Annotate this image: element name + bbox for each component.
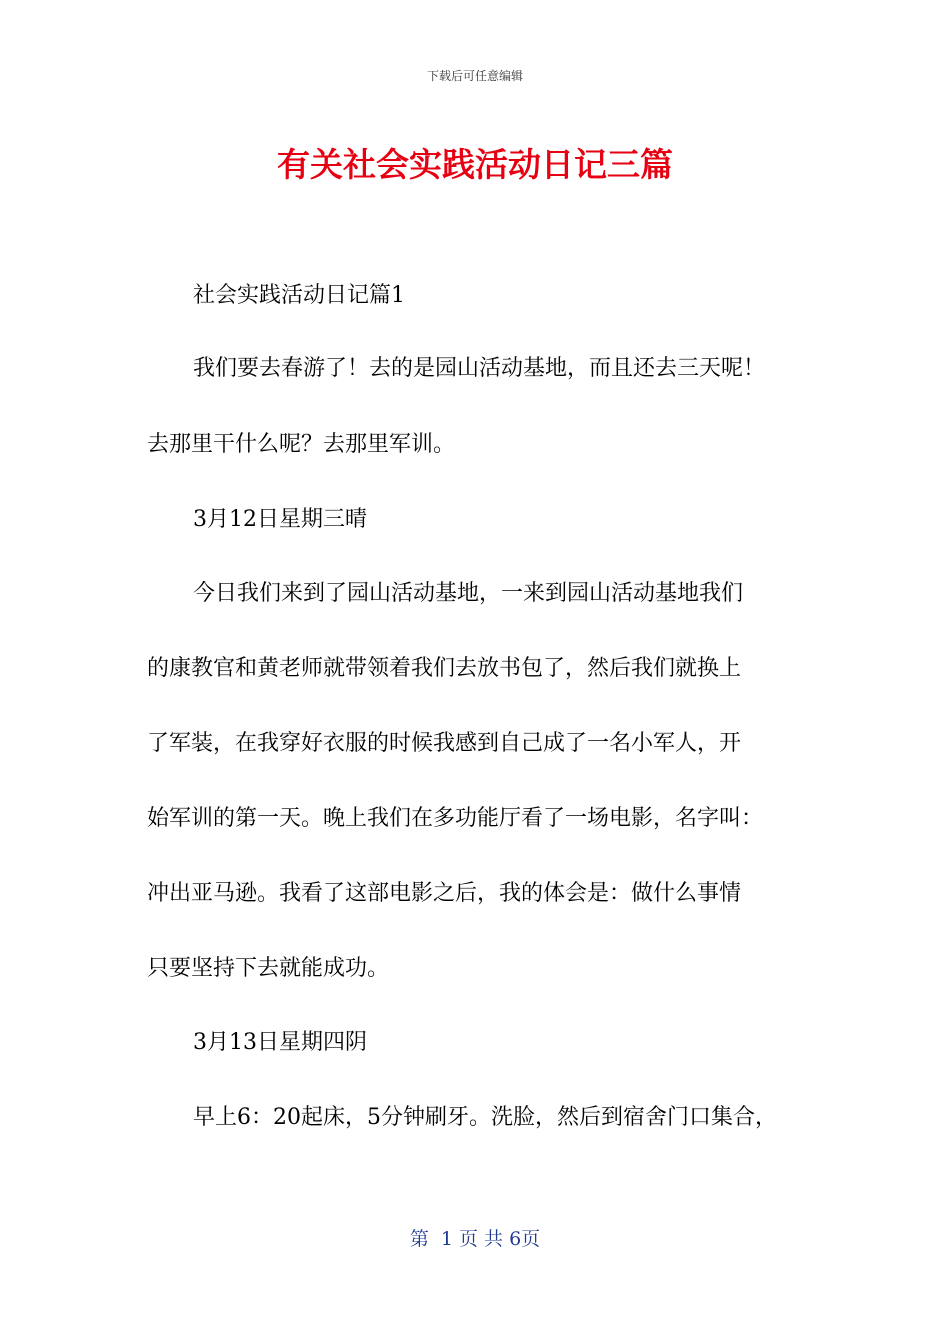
paragraph-line: 我们要去春游了！去的是园山活动基地，而且还去三天呢！ bbox=[193, 356, 766, 381]
paragraph-line: 只要坚持下去就能成功。 bbox=[147, 956, 390, 981]
diary-date: 3月12日星期三晴 bbox=[193, 507, 367, 532]
paragraph-line: 冲出亚马逊。我看了这部电影之后，我的体会是：做什么事情 bbox=[147, 881, 742, 906]
paragraph-line: 始军训的第一天。晚上我们在多功能厅看了一场电影，名字叫： bbox=[147, 806, 764, 831]
paragraph-line: 的康教官和黄老师就带领着我们去放书包了，然后我们就换上 bbox=[147, 656, 742, 681]
header-note: 下载后可任意编辑 bbox=[426, 69, 523, 83]
section-heading: 社会实践活动日记篇1 bbox=[193, 283, 405, 308]
paragraph-line: 早上6：20起床，5分钟刷牙。洗脸，然后到宿舍门口集合， bbox=[193, 1105, 777, 1130]
document-title: 有关社会实践活动日记三篇 bbox=[277, 145, 673, 184]
diary-date: 3月13日星期四阴 bbox=[193, 1030, 367, 1055]
paragraph-line: 去那里干什么呢？去那里军训。 bbox=[147, 432, 456, 457]
page-number-footer: 第 1 页 共 6页 bbox=[409, 1228, 541, 1250]
paragraph-line: 了军装，在我穿好衣服的时候我感到自己成了一名小军人，开 bbox=[147, 731, 742, 756]
paragraph-line: 今日我们来到了园山活动基地，一来到园山活动基地我们 bbox=[193, 581, 744, 606]
